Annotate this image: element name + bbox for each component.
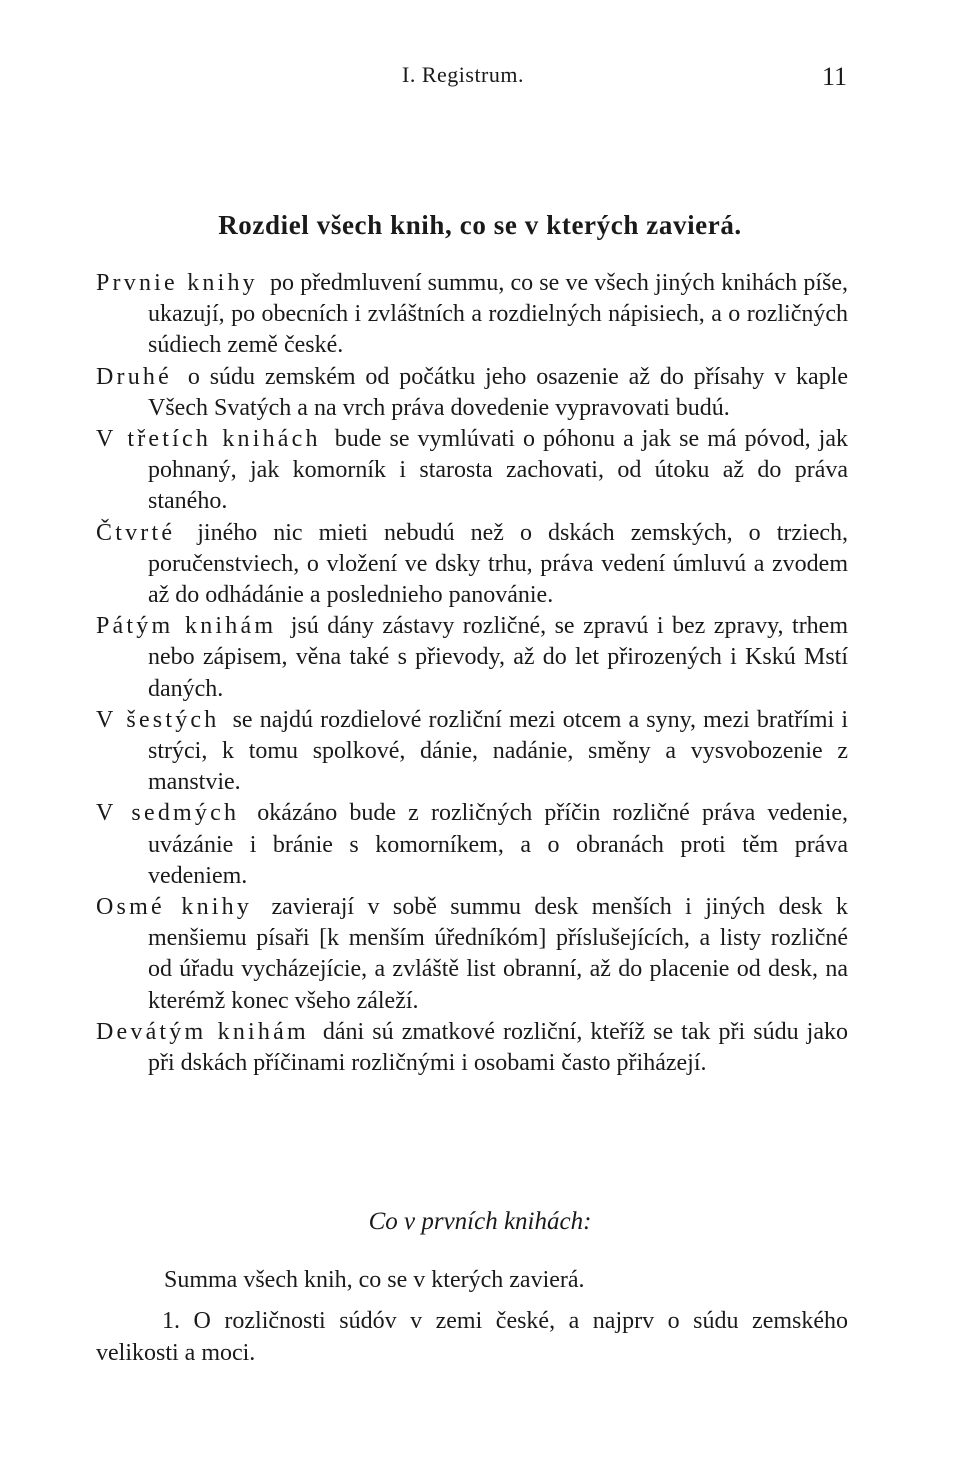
contents-entry-4 [96,518,848,612]
entry-lead: V třetích knihách [96,426,321,453]
running-header-title: I. Registrum. [402,62,524,87]
entry-text: dáni sú zmatkové rozliční, kteříž se tak při súdu jako při dskách příčinami rozličnými i osobami často přiházejí. [148,1018,849,1077]
contents-entry-1 [96,268,848,362]
subheading: Co v prvních knihách: [368,1208,592,1235]
entry-text: okázáno bude z rozličných příčin rozličné práva vedenie, uvázánie i bránie s komorníkem, a o obranách proti těm práva vedeniem. [148,800,849,889]
summary-line: Summa všech knih, co se v kterých zavierá. [164,1267,585,1293]
contents-entry-8 [96,892,848,1017]
contents-entry-6 [96,705,848,799]
entry-lead: V šestých [96,706,220,733]
entry-lead: Pátým knihám [96,613,277,640]
entry-text: jiného nic mieti nebudú než o dskách zemských, o trziech, poručenstviech, o vložení ve dsky trhu, práva vedení úmluvú a zvodem až do odhádánie a poslednieho panovánie. [148,519,848,609]
page-number: 11 [822,62,848,91]
entry-text: bude se vymlúvati o póhonu a jak se má póvod, jak pohnaný, jak komorník i starosta zachovati, od útoku až do práva staného. [148,426,849,515]
entry-text: po předmluvení summu, co se ve všech jiných knihách píše, ukazují, po obecních i zvláštních a rozdielných nápisiech, a o rozličných súdiech země české. [148,270,848,359]
entry-text: zavierají v sobě summu desk menších i jiných desk k menšiemu písaři [k menším úředníkóm] příslušejících, a listy rozličné od úřadu vycházejície, a zvláště list obranní, až do placenie od desk, na kterémž konec všeho záleží. [148,894,848,1014]
entry-lead: Druhé [96,363,172,390]
running-header [0,62,960,96]
contents-entry-9 [96,1017,848,1079]
contents-entry-3 [96,424,848,518]
entry-lead: Osmé knihy [96,894,253,921]
entry-text: o súdu zemském od počátku jeho osazenie až do přísahy v kaple Všech Svatých a na vrch práva dovedenie vypravovati budú. [148,363,849,421]
entry-text: jsú dány zástavy rozličné, se zpravú i bez zpravy, trhem nebo zápisem, věna také s přievody, až do let přirozených i Kskú Mstí daných. [148,613,849,702]
entry-lead: Čtvrté [96,519,176,546]
contents-entry-7 [96,798,848,892]
entry-lead: V sedmých [96,800,240,827]
entry-lead: Devátým knihám [96,1018,309,1045]
entry-text: se najdú rozdielové rozliční mezi otcem a syny, mezi bratřími i strýci, k tomu spolkové, dánie, nadánie, směny a vysvobozenie z manstvie. [148,706,848,796]
entry-lead: Prvnie knihy [96,270,258,296]
book-contents-list [96,268,848,1079]
contents-entry-2 [96,362,848,424]
numbered-list-item: 1. O rozličnosti súdóv v zemi české, a najprv o súdu zemského velikosti a moci. [96,1308,848,1366]
section-title: Rozdiel všech knih, co se v kterých zavierá. [218,210,742,240]
contents-entry-5 [96,611,848,705]
